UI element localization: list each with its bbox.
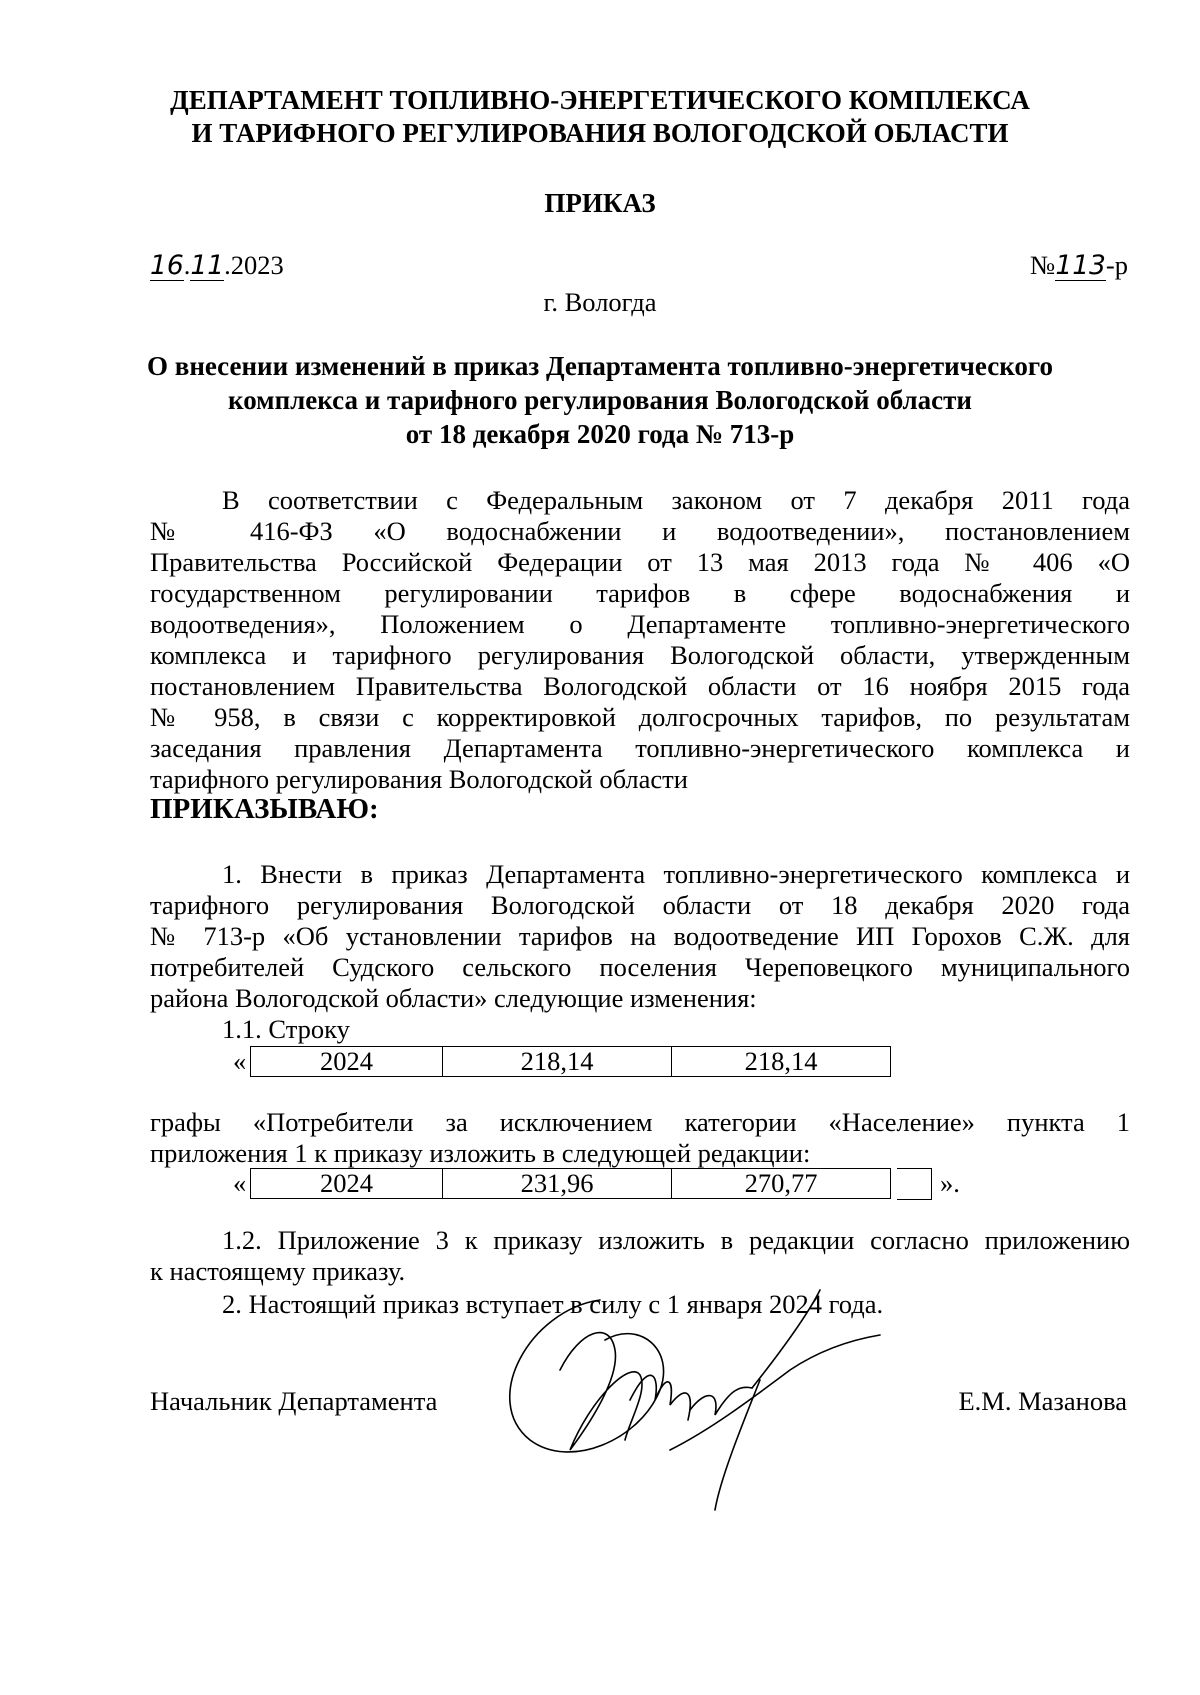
item1-line: потребителей Судского сельского поселения Череповецкого муниципального — [150, 952, 1130, 982]
title-line1: О внесении изменений в приказ Департамента топливно-энергетического — [146, 351, 1053, 381]
department-name-line1: ДЕПАРТАМЕНТ ТОПЛИВНО-ЭНЕРГЕТИЧЕСКОГО КОМПЛЕКСА — [170, 85, 1030, 115]
preamble-line: № 416-ФЗ «О водоснабжении и водоотведении», постановлением — [150, 516, 1130, 546]
item1-line: района Вологодской области» следующие изменения: — [150, 983, 757, 1013]
tariff-row-new — [250, 1168, 891, 1199]
preamble-line: водоотведения», Положением о Департаменте топливно-энергетического — [150, 609, 1130, 639]
tariff-row-old — [250, 1046, 891, 1077]
preamble-line: тарифного регулирования Вологодской области — [150, 764, 688, 794]
date-separator: . — [183, 250, 191, 280]
preamble-line: заседания правления Департамента топливно-энергетического комплекса и — [150, 733, 1130, 763]
item1-line: № 713-р «Об установлении тарифов на водоотведение ИП Горохов С.Ж. для — [150, 921, 1130, 951]
old-year-cell: 2024 — [251, 1047, 443, 1077]
preamble-line: № 958, в связи с корректировкой долгосрочных тарифов, по результатам — [150, 702, 1130, 732]
document-city: г. Вологда — [543, 287, 657, 317]
date-year: .2023 — [224, 250, 284, 280]
item1-1-label: 1.1. Строку — [222, 1014, 350, 1044]
number-suffix: -р — [1105, 250, 1128, 280]
empty-cell — [897, 1168, 932, 1200]
preamble-line: комплекса и тарифного регулирования Вологодской области, утвержденным — [150, 640, 1130, 670]
number-value: 113 — [1055, 250, 1106, 281]
item2: 2. Настоящий приказ вступает в силу с 1 января 2024 года. — [222, 1289, 884, 1319]
order-word: ПРИКАЗЫВАЮ: — [150, 793, 379, 825]
old-value1-cell: 218,14 — [443, 1047, 672, 1077]
new-value1-cell: 231,96 — [443, 1169, 672, 1199]
document-date — [150, 250, 284, 281]
date-day: 16 — [150, 250, 184, 281]
title-line3: от 18 декабря 2020 года № 713-р — [405, 419, 795, 449]
new-value2-cell: 270,77 — [672, 1169, 891, 1199]
old-value2-cell: 218,14 — [672, 1047, 891, 1077]
item1-2-line: к настоящему приказу. — [150, 1256, 406, 1286]
item1-2-line: 1.2. Приложение 3 к приказу изложить в редакции согласно приложению — [222, 1225, 1130, 1255]
preamble-line: Правительства Российской Федерации от 13 мая 2013 года № 406 «О — [150, 547, 1130, 577]
middle-text-line: приложения 1 к приказу изложить в следующей редакции: — [150, 1138, 811, 1168]
number-prefix: № — [1030, 250, 1056, 280]
open-quote: « — [233, 1168, 247, 1198]
signature-name: Е.М. Мазанова — [958, 1386, 1127, 1416]
department-name-line2: И ТАРИФНОГО РЕГУЛИРОВАНИЯ ВОЛОГОДСКОЙ ОБЛАСТИ — [191, 118, 1009, 148]
open-quote: « — [233, 1046, 247, 1076]
preamble-line: государственном регулировании тарифов в сфере водоснабжения и — [150, 578, 1130, 608]
document-number — [1030, 250, 1128, 281]
title-line2: комплекса и тарифного регулирования Вологодской области — [228, 385, 972, 415]
handwritten-signature — [490, 1280, 910, 1520]
close-quote: ». — [940, 1168, 960, 1198]
new-year-cell: 2024 — [251, 1169, 443, 1199]
item1-line: тарифного регулирования Вологодской области от 18 декабря 2020 года — [150, 890, 1130, 920]
preamble-line: постановлением Правительства Вологодской области от 16 ноября 2015 года — [150, 671, 1130, 701]
document-type: ПРИКАЗ — [544, 188, 656, 218]
date-month: 11 — [190, 250, 225, 281]
signature-position: Начальник Департамента — [150, 1386, 438, 1416]
preamble-line: В соответствии с Федеральным законом от 7 декабря 2011 года — [222, 485, 1130, 515]
middle-text-line: графы «Потребители за исключением категории «Население» пункта 1 — [150, 1107, 1130, 1137]
item1-line: 1. Внести в приказ Департамента топливно-энергетического комплекса и — [222, 859, 1130, 889]
